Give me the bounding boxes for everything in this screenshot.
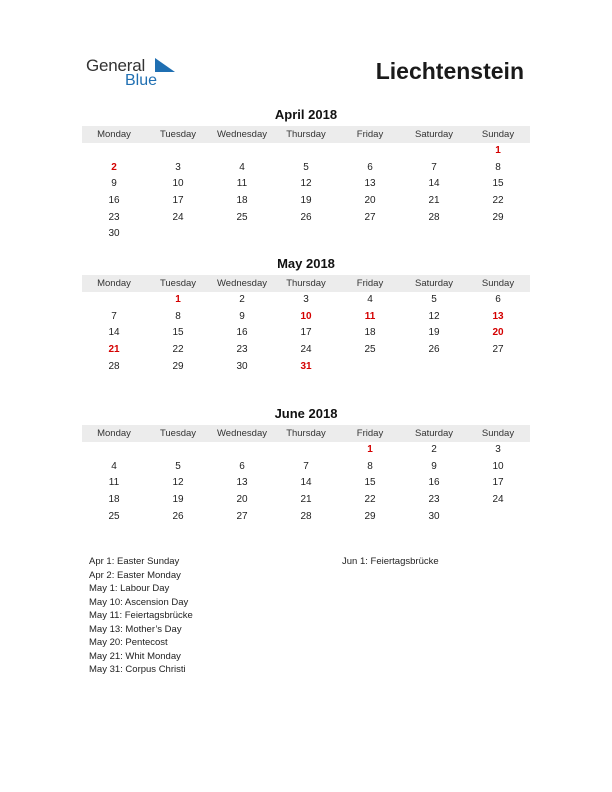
holiday-date-cell: 11 bbox=[364, 310, 376, 322]
date-cell: 14 bbox=[428, 178, 440, 190]
date-cell: 7 bbox=[303, 460, 309, 472]
holiday-note: May 1: Labour Day bbox=[89, 583, 170, 594]
weekday-label: Tuesday bbox=[159, 278, 197, 289]
week-row bbox=[82, 226, 530, 243]
date-cell: 30 bbox=[428, 510, 440, 522]
date-cell: 2 bbox=[431, 444, 437, 455]
date-cell: 27 bbox=[492, 344, 504, 356]
date-cell: 19 bbox=[300, 195, 312, 207]
date-cell: 3 bbox=[175, 161, 181, 173]
date-cell: 18 bbox=[236, 195, 248, 207]
date-cell: 8 bbox=[367, 460, 373, 472]
weekday-label: Tuesday bbox=[159, 129, 197, 140]
date-cell: 14 bbox=[300, 477, 312, 489]
date-cell: 28 bbox=[300, 510, 312, 522]
date-cell: 13 bbox=[364, 178, 376, 190]
date-cell bbox=[82, 442, 146, 459]
holiday-note: Jun 1: Feiertagsbrücke bbox=[342, 556, 439, 567]
week-row bbox=[82, 509, 530, 526]
date-cell: 9 bbox=[111, 178, 117, 190]
date-cell: 28 bbox=[108, 360, 120, 372]
date-cell: 13 bbox=[236, 477, 248, 489]
date-cell: 7 bbox=[111, 310, 117, 322]
date-cell bbox=[402, 359, 466, 376]
month-title: May 2018 bbox=[277, 256, 335, 271]
holiday-note: May 10: Ascension Day bbox=[89, 596, 189, 608]
date-cell: 19 bbox=[428, 327, 440, 339]
date-cell: 9 bbox=[431, 460, 437, 472]
date-cell: 29 bbox=[172, 360, 184, 372]
date-cell: 29 bbox=[364, 510, 376, 522]
date-cell: 8 bbox=[495, 161, 501, 173]
date-cell: 10 bbox=[172, 178, 184, 190]
date-cell: 30 bbox=[108, 228, 120, 240]
weekday-header-row bbox=[82, 425, 530, 442]
holiday-notes-right bbox=[342, 555, 439, 569]
date-cell bbox=[146, 143, 210, 160]
date-cell: 23 bbox=[108, 211, 120, 223]
date-cell: 22 bbox=[492, 195, 504, 207]
date-cell: 7 bbox=[431, 161, 437, 173]
holiday-note: May 20: Pentecost bbox=[89, 637, 168, 648]
weekday-label: Monday bbox=[97, 278, 131, 289]
date-cell: 22 bbox=[172, 344, 184, 356]
weekday-label: Saturday bbox=[414, 278, 454, 289]
logo-text-general: General bbox=[86, 56, 146, 75]
date-cell: 30 bbox=[236, 360, 248, 372]
weekday-label: Sunday bbox=[481, 428, 515, 439]
week-row bbox=[82, 160, 530, 177]
date-cell bbox=[274, 226, 338, 243]
date-cell: 19 bbox=[172, 494, 184, 506]
date-cell bbox=[210, 442, 274, 459]
date-cell bbox=[210, 226, 274, 243]
date-cell: 16 bbox=[428, 477, 440, 489]
date-cell: 17 bbox=[492, 477, 504, 489]
weekday-label: Saturday bbox=[414, 129, 454, 140]
logo-triangle-icon bbox=[155, 58, 175, 72]
weekday-label: Thursday bbox=[286, 428, 326, 439]
date-cell: 21 bbox=[300, 494, 312, 506]
date-cell: 21 bbox=[428, 195, 440, 207]
holiday-note: Apr 1: Easter Sunday bbox=[89, 556, 180, 567]
holiday-date-cell: 10 bbox=[300, 310, 312, 322]
date-cell bbox=[466, 509, 530, 526]
date-cell: 4 bbox=[239, 161, 245, 173]
date-cell: 23 bbox=[428, 494, 440, 506]
date-cell: 17 bbox=[300, 327, 312, 339]
date-cell: 14 bbox=[108, 327, 120, 339]
week-row bbox=[82, 359, 530, 376]
weekday-label: Monday bbox=[97, 129, 131, 140]
date-cell: 26 bbox=[300, 211, 312, 223]
date-cell: 6 bbox=[239, 460, 245, 472]
week-row bbox=[82, 492, 530, 509]
date-cell: 27 bbox=[364, 211, 376, 223]
date-cell: 18 bbox=[364, 327, 376, 339]
weekday-label: Friday bbox=[356, 129, 384, 140]
week-row bbox=[82, 176, 530, 193]
weekday-label: Thursday bbox=[286, 278, 326, 289]
date-cell: 10 bbox=[492, 460, 504, 472]
date-cell: 5 bbox=[303, 161, 309, 173]
week-row bbox=[82, 342, 530, 359]
date-cell: 25 bbox=[364, 344, 376, 356]
date-cell: 4 bbox=[367, 294, 373, 305]
date-cell: 3 bbox=[303, 294, 309, 305]
month-may bbox=[82, 256, 530, 375]
date-cell: 26 bbox=[428, 344, 440, 356]
date-cell bbox=[146, 226, 210, 243]
date-cell bbox=[466, 226, 530, 243]
week-row bbox=[82, 292, 530, 309]
weekday-header-row bbox=[82, 275, 530, 292]
holiday-date-cell: 2 bbox=[111, 161, 117, 173]
week-row bbox=[82, 325, 530, 342]
weekday-label: Wednesday bbox=[217, 129, 267, 140]
week-row bbox=[82, 475, 530, 492]
date-cell: 20 bbox=[236, 494, 248, 506]
date-cell bbox=[274, 442, 338, 459]
holiday-note: Apr 2: Easter Monday bbox=[89, 569, 181, 581]
month-june bbox=[82, 406, 530, 525]
date-cell: 12 bbox=[300, 178, 312, 190]
date-cell: 25 bbox=[236, 211, 248, 223]
weekday-label: Wednesday bbox=[217, 278, 267, 289]
date-cell: 23 bbox=[236, 344, 248, 356]
date-cell: 3 bbox=[495, 444, 501, 455]
date-cell bbox=[274, 143, 338, 160]
date-cell: 8 bbox=[175, 310, 181, 322]
date-cell: 16 bbox=[108, 195, 120, 207]
date-cell bbox=[82, 143, 146, 160]
week-row bbox=[82, 143, 530, 160]
weekday-label: Friday bbox=[356, 278, 384, 289]
date-cell: 9 bbox=[239, 310, 245, 322]
date-cell bbox=[338, 359, 402, 376]
date-cell: 18 bbox=[108, 494, 120, 506]
date-cell: 27 bbox=[236, 510, 248, 522]
holiday-date-cell: 1 bbox=[175, 294, 181, 305]
date-cell: 6 bbox=[495, 294, 501, 305]
holiday-note: May 31: Corpus Christi bbox=[89, 664, 186, 675]
date-cell bbox=[146, 442, 210, 459]
holiday-date-cell: 1 bbox=[495, 145, 501, 156]
date-cell: 25 bbox=[108, 510, 120, 522]
date-cell: 28 bbox=[428, 211, 440, 223]
date-cell: 22 bbox=[364, 494, 376, 506]
date-cell: 4 bbox=[111, 460, 117, 472]
date-cell: 2 bbox=[239, 294, 245, 305]
weekday-label: Monday bbox=[97, 428, 131, 439]
date-cell: 24 bbox=[300, 344, 312, 356]
holiday-date-cell: 21 bbox=[108, 344, 120, 356]
date-cell bbox=[466, 359, 530, 376]
date-cell: 6 bbox=[367, 161, 373, 173]
date-cell: 15 bbox=[364, 477, 376, 489]
date-cell bbox=[402, 226, 466, 243]
week-row bbox=[82, 459, 530, 476]
weekday-label: Thursday bbox=[286, 129, 326, 140]
month-april bbox=[82, 107, 530, 243]
holiday-date-cell: 1 bbox=[367, 444, 373, 455]
holiday-notes-left bbox=[89, 555, 193, 677]
date-cell: 15 bbox=[492, 178, 504, 190]
country-title: Liechtenstein bbox=[375, 58, 524, 84]
logo-text-blue: Blue bbox=[125, 72, 158, 89]
holiday-note: May 21: Whit Monday bbox=[89, 650, 181, 662]
date-cell: 29 bbox=[492, 211, 504, 223]
holiday-date-cell: 20 bbox=[492, 327, 504, 339]
date-cell bbox=[338, 143, 402, 160]
week-row bbox=[82, 442, 530, 459]
date-cell: 26 bbox=[172, 510, 184, 522]
brand-logo bbox=[86, 56, 186, 92]
date-cell: 20 bbox=[364, 195, 376, 207]
weekday-label: Tuesday bbox=[159, 428, 197, 439]
date-cell: 16 bbox=[236, 327, 248, 339]
holiday-note: May 11: Feiertagsbrücke bbox=[89, 610, 193, 621]
weekday-label: Wednesday bbox=[217, 428, 267, 439]
weekday-header-row bbox=[82, 126, 530, 143]
week-row bbox=[82, 309, 530, 326]
date-cell: 17 bbox=[172, 195, 184, 207]
date-cell: 12 bbox=[428, 310, 440, 322]
date-cell bbox=[210, 143, 274, 160]
date-cell: 15 bbox=[172, 327, 184, 339]
date-cell bbox=[82, 292, 146, 309]
date-cell: 11 bbox=[236, 178, 248, 190]
weekday-label: Friday bbox=[356, 428, 384, 439]
date-cell: 11 bbox=[108, 477, 120, 489]
date-cell: 5 bbox=[175, 460, 181, 472]
date-cell: 5 bbox=[431, 294, 437, 305]
weekday-label: Sunday bbox=[481, 129, 515, 140]
holiday-date-cell: 31 bbox=[300, 360, 312, 372]
weekday-label: Sunday bbox=[481, 278, 515, 289]
holiday-date-cell: 13 bbox=[492, 310, 504, 322]
date-cell: 24 bbox=[172, 211, 184, 223]
month-title: April 2018 bbox=[274, 107, 338, 122]
weekday-label: Saturday bbox=[414, 428, 454, 439]
date-cell: 24 bbox=[492, 494, 504, 506]
date-cell: 12 bbox=[172, 477, 184, 489]
holiday-note: May 13: Mother’s Day bbox=[89, 623, 182, 635]
date-cell bbox=[402, 143, 466, 160]
date-cell bbox=[338, 226, 402, 243]
week-row bbox=[82, 193, 530, 210]
week-row bbox=[82, 210, 530, 227]
month-title: June 2018 bbox=[274, 406, 338, 421]
